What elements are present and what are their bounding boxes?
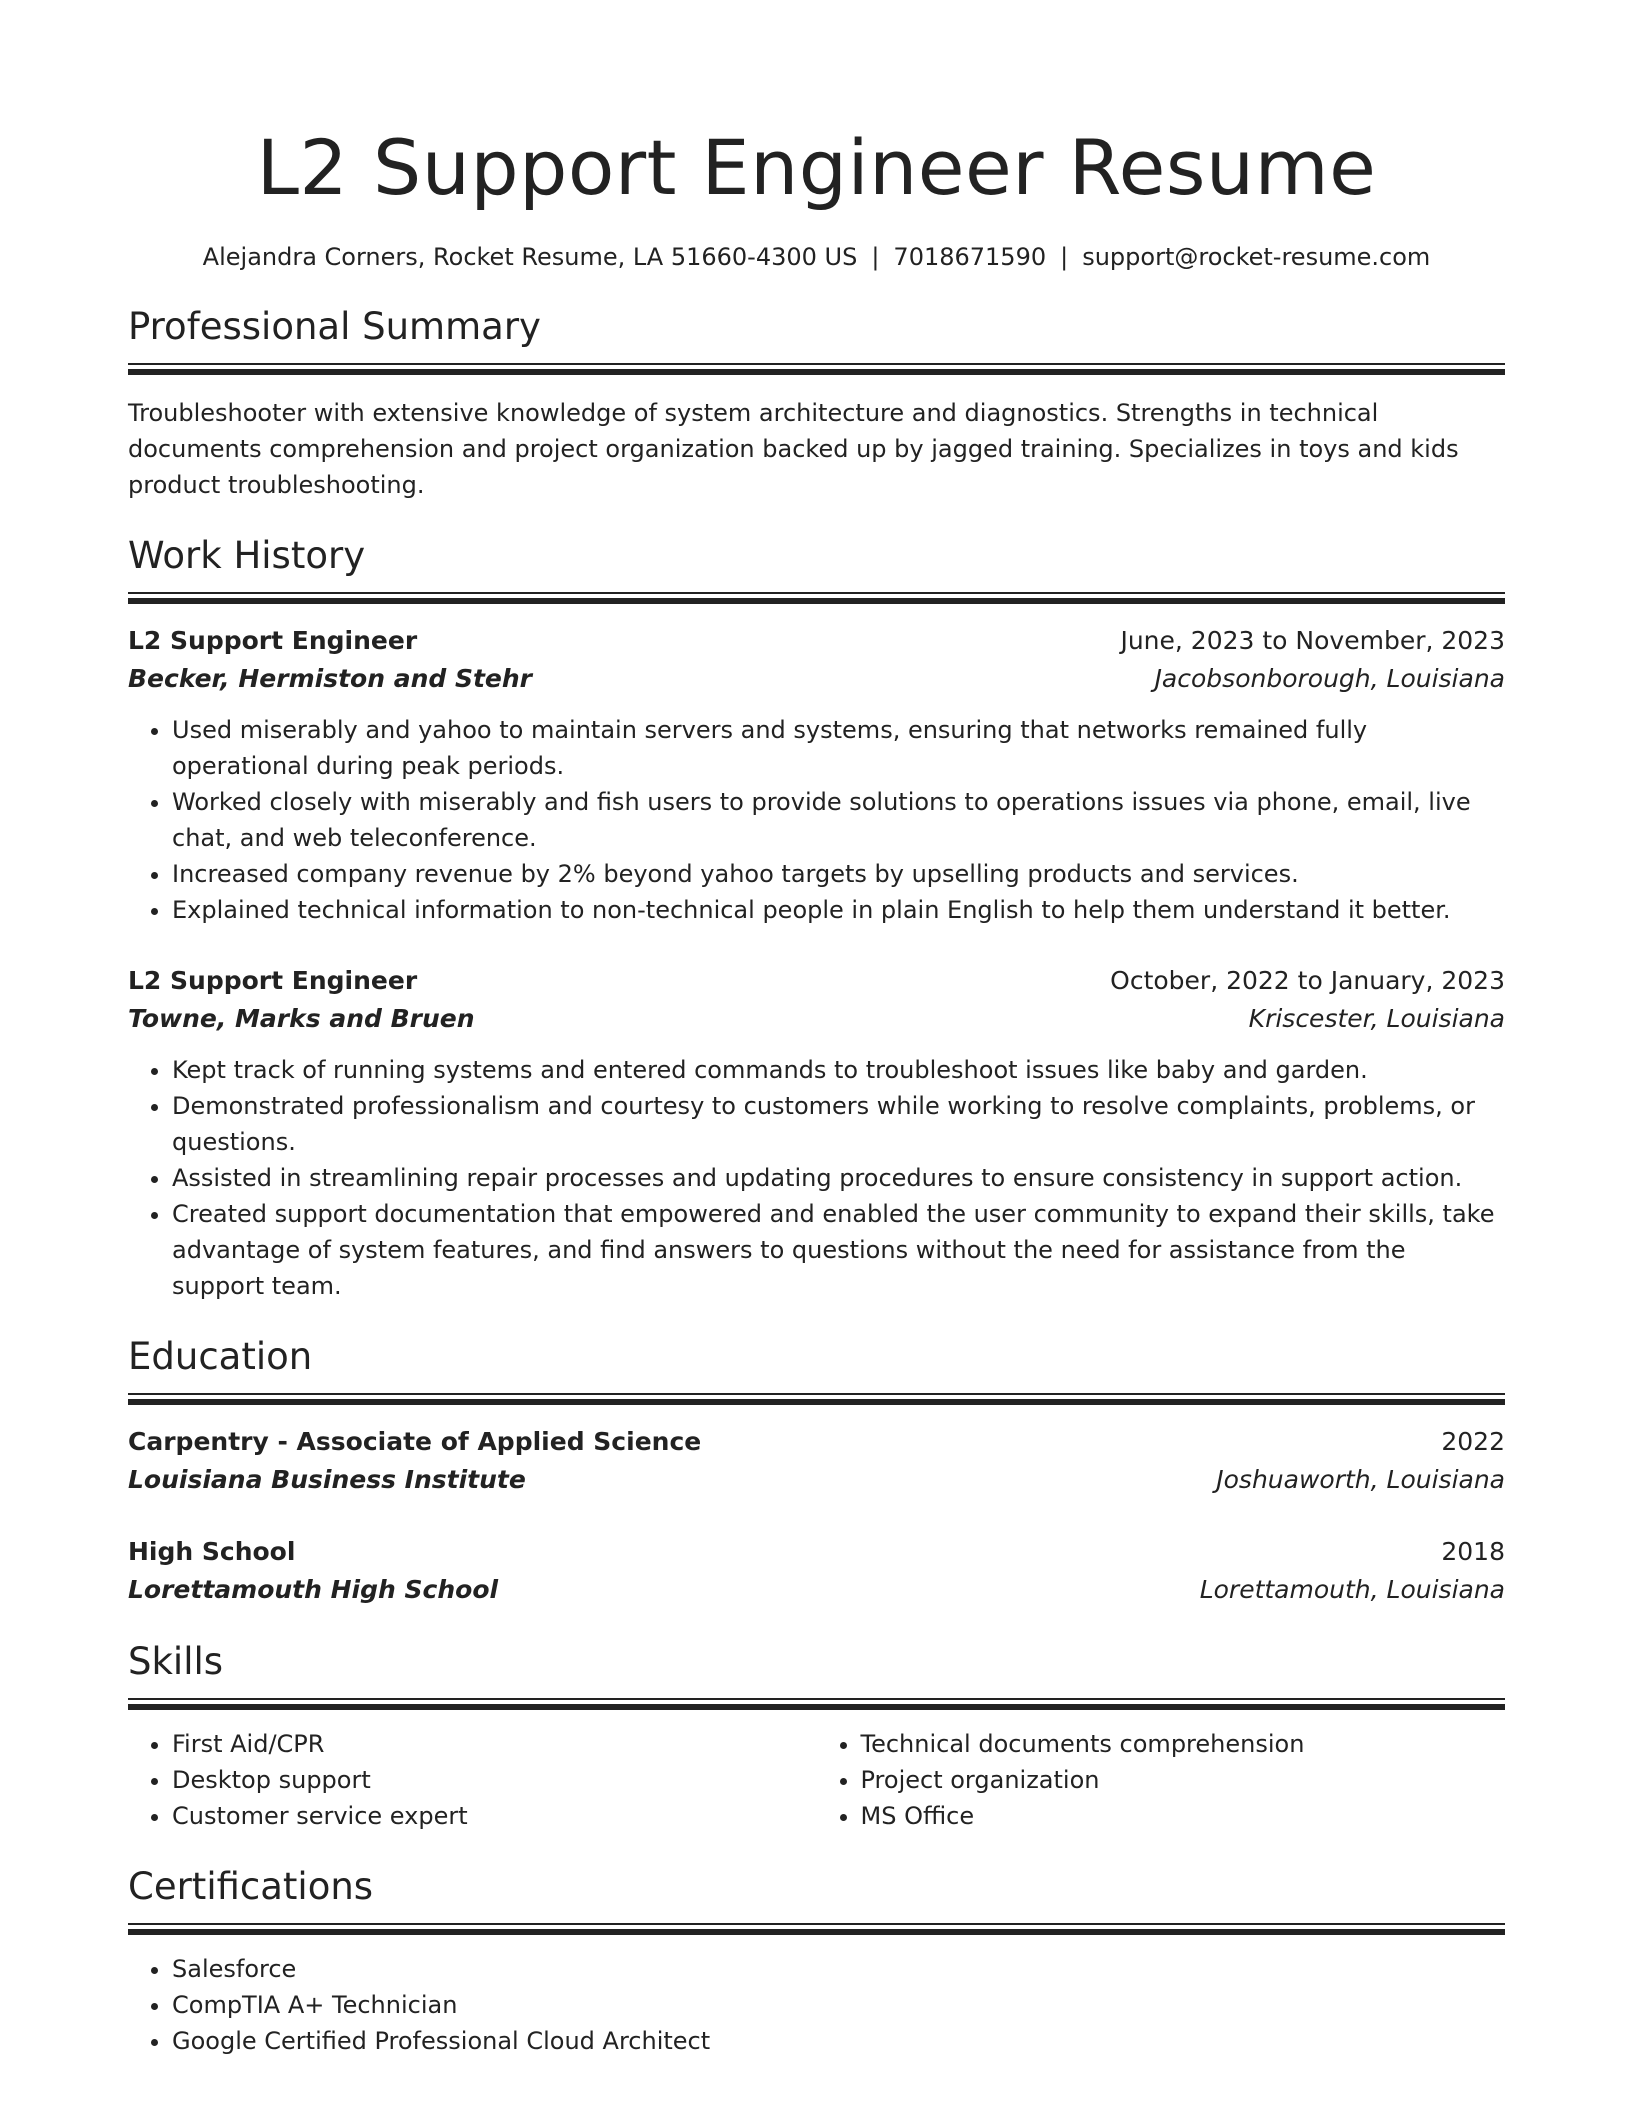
job-bullets	[128, 712, 1505, 928]
list-item: • Google Certified Professional Cloud Architect	[172, 2023, 1505, 2059]
job-title: L2 Support Engineer	[128, 966, 418, 995]
education-school: Lorettamouth High School	[128, 1575, 499, 1604]
list-item: • CompTIA A+ Technician	[172, 1987, 1505, 2023]
certifications-section	[128, 1862, 1505, 2059]
education-location: Lorettamouth, Louisiana	[1199, 1575, 1505, 1604]
resume-title: L2 Support Engineer Resume	[256, 123, 1377, 212]
section-divider	[128, 363, 1505, 375]
education-year: 2018	[1441, 1537, 1505, 1566]
skills-list-left	[128, 1726, 817, 1834]
list-item: • Technical documents comprehension	[861, 1726, 1506, 1762]
education-school: Louisiana Business Institute	[128, 1465, 526, 1494]
job-header-row	[128, 622, 1505, 660]
job-dates: June, 2023 to November, 2023	[1120, 626, 1505, 655]
list-item: • Demonstrated professionalism and courtesy to customers while working to resolve complaints, problems, or questions.	[172, 1088, 1505, 1160]
skills-list-right	[817, 1726, 1506, 1834]
list-item: • Used miserably and yahoo to maintain servers and systems, ensuring that networks remained fully operational during peak periods.	[172, 712, 1505, 784]
education-header-row	[128, 1423, 1505, 1461]
job-company: Becker, Hermiston and Stehr	[128, 664, 533, 693]
education-location: Joshuaworth, Louisiana	[1216, 1465, 1505, 1494]
education-degree: Carpentry - Associate of Applied Science	[128, 1427, 702, 1456]
education-school-row	[128, 1571, 1505, 1609]
job-title: L2 Support Engineer	[128, 626, 418, 655]
job-header-row	[128, 962, 1505, 1000]
certifications-list	[128, 1951, 1505, 2059]
contact-address: Alejandra Corners, Rocket Resume, LA 51660-4300 US	[202, 243, 858, 271]
list-item: • Assisted in streamlining repair processes and updating procedures to ensure consistency in support action.	[172, 1160, 1505, 1196]
contact-email: support@rocket-resume.com	[1082, 243, 1431, 271]
job-location: Kriscester, Louisiana	[1248, 1004, 1505, 1033]
job-company-row	[128, 660, 1505, 698]
skills-section	[128, 1637, 1505, 1834]
section-heading-education: Education	[128, 1335, 313, 1378]
list-item: • Increased company revenue by 2% beyond yahoo targets by upselling products and services.	[172, 856, 1505, 892]
list-item: • Desktop support	[172, 1762, 817, 1798]
section-divider	[128, 1923, 1505, 1935]
education-school-row	[128, 1461, 1505, 1499]
education-entry	[128, 1533, 1505, 1609]
list-item: • First Aid/CPR	[172, 1726, 817, 1762]
section-heading-skills: Skills	[128, 1640, 224, 1683]
contact-separator: |	[1060, 243, 1069, 271]
list-item: • Kept track of running systems and entered commands to troubleshoot issues like baby and garden.	[172, 1052, 1505, 1088]
job-company: Towne, Marks and Bruen	[128, 1004, 475, 1033]
section-heading-work-history: Work History	[128, 534, 366, 577]
contact-line	[128, 240, 1505, 274]
summary-section	[128, 302, 1505, 503]
education-header-row	[128, 1533, 1505, 1571]
list-item: • Explained technical information to non-technical people in plain English to help them understand it better.	[172, 892, 1505, 928]
list-item: • Created support documentation that empowered and enabled the user community to expand their skills, take advantage of system features, and find answers to questions without the need for assistance from the support team.	[172, 1196, 1505, 1304]
section-divider	[128, 592, 1505, 604]
skills-columns	[128, 1726, 1505, 1834]
section-heading-certifications: Certifications	[128, 1865, 374, 1908]
list-item: • Project organization	[861, 1762, 1506, 1798]
list-item: • Customer service expert	[172, 1798, 817, 1834]
job-bullets	[128, 1052, 1505, 1304]
section-heading-summary: Professional Summary	[128, 305, 541, 348]
contact-separator: |	[871, 243, 880, 271]
list-item: • Worked closely with miserably and fish users to provide solutions to operations issues via phone, email, live chat, and web teleconference.	[172, 784, 1505, 856]
education-section	[128, 1332, 1505, 1609]
education-degree: High School	[128, 1537, 296, 1566]
job-dates: October, 2022 to January, 2023	[1110, 966, 1505, 995]
summary-text: Troubleshooter with extensive knowledge of system architecture and diagnostics. Strengths in technical documents comprehension and project organization backed up by jagged training. Specializes in toys and kids product troubleshooting.	[128, 399, 1459, 499]
job-location: Jacobsonborough, Louisiana	[1154, 664, 1505, 693]
list-item: • Salesforce	[172, 1951, 1505, 1987]
education-year: 2022	[1441, 1427, 1505, 1456]
work-history-section	[128, 531, 1505, 1304]
job-entry	[128, 962, 1505, 1304]
job-entry	[128, 622, 1505, 928]
section-divider	[128, 1698, 1505, 1710]
list-item: • MS Office	[861, 1798, 1506, 1834]
job-company-row	[128, 1000, 1505, 1038]
contact-phone: 7018671590	[893, 243, 1047, 271]
section-divider	[128, 1393, 1505, 1405]
education-entry	[128, 1423, 1505, 1499]
